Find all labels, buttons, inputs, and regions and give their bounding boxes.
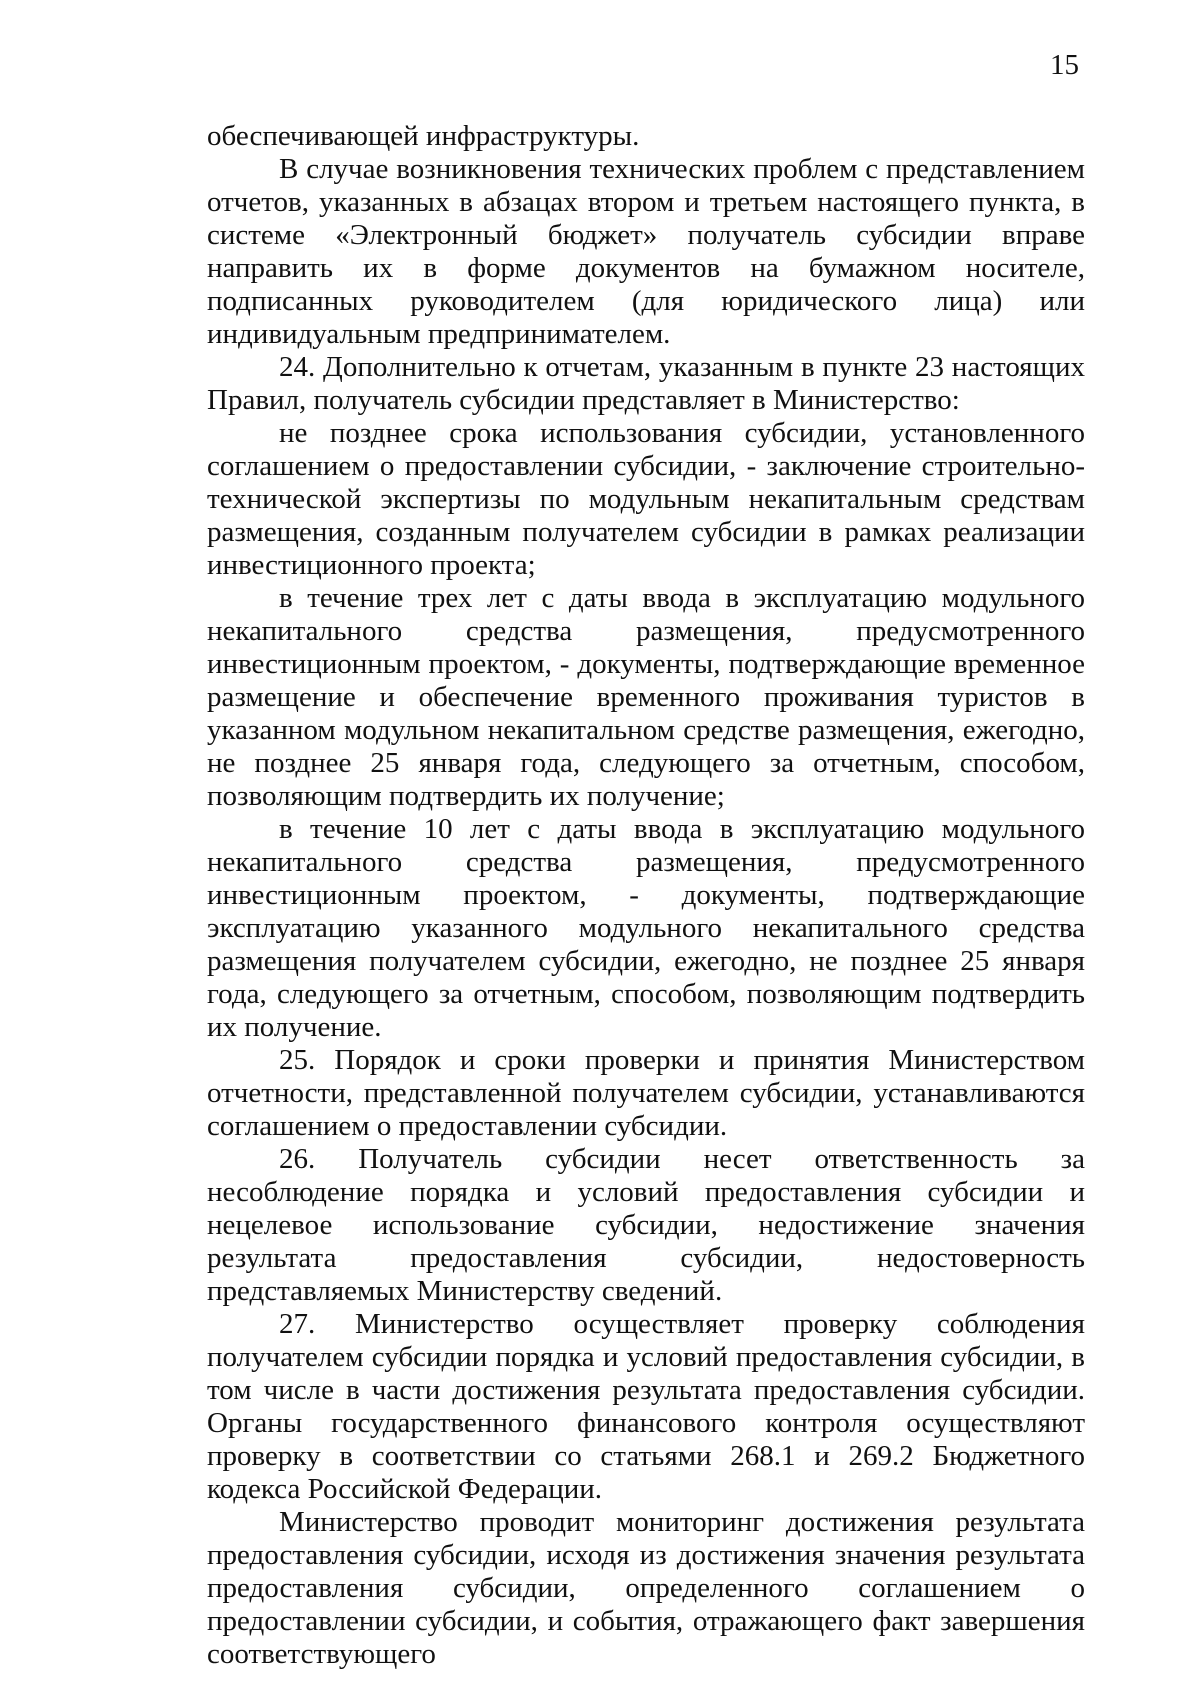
paragraph-item-25: 25. Порядок и сроки проверки и принятия Министерством отчетности, представленной получателем субсидии, устанавливаются соглашением о предоставлении субсидии.	[207, 1044, 1085, 1142]
paragraph-item-24: 24. Дополнительно к отчетам, указанным в пункте 23 настоящих Правил, получатель субсидии представляет в Министерство:	[207, 351, 1085, 416]
page-number: 15	[1050, 49, 1079, 81]
paragraph-ten-years: в течение 10 лет с даты ввода в эксплуатацию модульного некапитального средства размещения, предусмотренного инвестиционным проектом, - документы, подтверждающие эксплуатацию указанного модульного некапитального средства размещения получателем субсидии, ежегодно, не позднее 25 января года, следующего за отчетным, способом, позволяющим подтвердить их получение.	[207, 813, 1085, 1043]
paragraph-technical-problems: В случае возникновения технических проблем с представлением отчетов, указанных в абзацах втором и третьем настоящего пункта, в системе «Электронный бюджет» получатель субсидии вправе направить их в форме документов на бумажном носителе, подписанных руководителем (для юридического лица) или индивидуальным предпринимателем.	[207, 153, 1085, 350]
document-body	[207, 120, 1085, 1671]
paragraph-three-years: в течение трех лет с даты ввода в эксплуатацию модульного некапитального средства размещения, предусмотренного инвестиционным проектом, - документы, подтверждающие временное размещение и обеспечение временного проживания туристов в указанном модульном некапитальном средстве размещения, ежегодно, не позднее 25 января года, следующего за отчетным, способом, позволяющим подтвердить их получение;	[207, 582, 1085, 812]
paragraph-expertise: не позднее срока использования субсидии, установленного соглашением о предоставлении субсидии, - заключение строительно-технической экспертизы по модульным некапитальным средствам размещения, созданным получателем субсидии в рамках реализации инвестиционного проекта;	[207, 417, 1085, 581]
paragraph-monitoring: Министерство проводит мониторинг достижения результата предоставления субсидии, исходя из достижения значения результата предоставления субсидии, определенного соглашением о предоставлении субсидии, и события, отражающего факт завершения соответствующего	[207, 1506, 1085, 1670]
paragraph-item-26: 26. Получатель субсидии несет ответственность за несоблюдение порядка и условий предоставления субсидии и нецелевое использование субсидии, недостижение значения результата предоставления субсидии, недостоверность представляемых Министерству сведений.	[207, 1143, 1085, 1307]
paragraph-item-27: 27. Министерство осуществляет проверку соблюдения получателем субсидии порядка и условий предоставления субсидии, в том числе в части достижения результата предоставления субсидии. Органы государственного финансового контроля осуществляют проверку в соответствии со статьями 268.1 и 269.2 Бюджетного кодекса Российской Федерации.	[207, 1308, 1085, 1505]
paragraph-continuation: обеспечивающей инфраструктуры.	[207, 120, 640, 152]
